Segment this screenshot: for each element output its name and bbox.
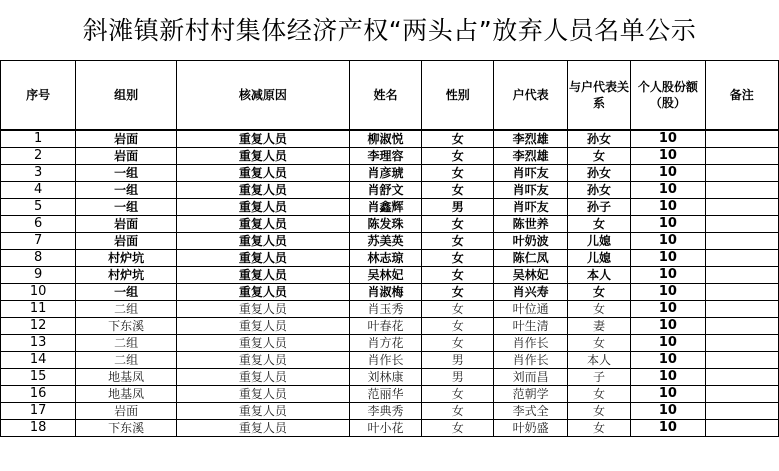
cell-note <box>705 165 778 182</box>
table-row <box>1 199 779 216</box>
cell-note <box>705 403 778 420</box>
cell-reason: 重复人员 <box>176 301 349 318</box>
cell-note <box>705 148 778 165</box>
cell-shares: 10 <box>631 130 705 148</box>
cell-household-rep: 叶奶波 <box>494 233 567 250</box>
cell-no: 13 <box>1 335 76 352</box>
table-row <box>1 216 779 233</box>
cell-gender: 女 <box>422 335 494 352</box>
cell-shares: 10 <box>631 369 705 386</box>
cell-name: 吴林妃 <box>349 267 421 284</box>
cell-note <box>705 301 778 318</box>
cell-shares: 10 <box>631 267 705 284</box>
cell-name: 肖淑梅 <box>349 284 421 301</box>
cell-reason: 重复人员 <box>176 420 349 437</box>
table-row <box>1 352 779 369</box>
cell-name: 刘林康 <box>349 369 421 386</box>
cell-relation: 女 <box>567 386 630 403</box>
cell-gender: 女 <box>422 148 494 165</box>
cell-name: 林志琼 <box>349 250 421 267</box>
header-relation: 与户代表关系 <box>567 61 630 131</box>
table-row <box>1 403 779 420</box>
cell-relation: 孙子 <box>567 199 630 216</box>
table-row <box>1 301 779 318</box>
cell-reason: 重复人员 <box>176 369 349 386</box>
cell-reason: 重复人员 <box>176 148 349 165</box>
cell-no: 8 <box>1 250 76 267</box>
cell-note <box>705 199 778 216</box>
cell-group: 下东溪 <box>76 318 177 335</box>
cell-group: 地基凤 <box>76 386 177 403</box>
cell-household-rep: 肖作长 <box>494 352 567 369</box>
cell-group: 岩面 <box>76 403 177 420</box>
cell-household-rep: 范朝学 <box>494 386 567 403</box>
cell-note <box>705 250 778 267</box>
cell-shares: 10 <box>631 165 705 182</box>
cell-reason: 重复人员 <box>176 284 349 301</box>
cell-reason: 重复人员 <box>176 233 349 250</box>
cell-relation: 儿媳 <box>567 250 630 267</box>
cell-note <box>705 318 778 335</box>
cell-reason: 重复人员 <box>176 216 349 233</box>
cell-no: 7 <box>1 233 76 250</box>
cell-no: 5 <box>1 199 76 216</box>
cell-relation: 孙女 <box>567 165 630 182</box>
cell-gender: 女 <box>422 284 494 301</box>
cell-no: 12 <box>1 318 76 335</box>
cell-group: 二组 <box>76 335 177 352</box>
cell-group: 一组 <box>76 199 177 216</box>
cell-name: 李理容 <box>349 148 421 165</box>
roster-table <box>0 60 779 437</box>
cell-household-rep: 肖吓友 <box>494 182 567 199</box>
cell-relation: 女 <box>567 301 630 318</box>
cell-shares: 10 <box>631 335 705 352</box>
cell-group: 岩面 <box>76 130 177 148</box>
header-reason: 核减原因 <box>176 61 349 131</box>
cell-gender: 女 <box>422 403 494 420</box>
cell-group: 一组 <box>76 284 177 301</box>
cell-name: 肖鑫辉 <box>349 199 421 216</box>
cell-note <box>705 130 778 148</box>
cell-name: 肖方花 <box>349 335 421 352</box>
cell-household-rep: 肖吓友 <box>494 199 567 216</box>
cell-household-rep: 李式全 <box>494 403 567 420</box>
cell-gender: 女 <box>422 250 494 267</box>
cell-shares: 10 <box>631 403 705 420</box>
cell-shares: 10 <box>631 250 705 267</box>
cell-no: 9 <box>1 267 76 284</box>
cell-group: 岩面 <box>76 216 177 233</box>
cell-name: 肖舒文 <box>349 182 421 199</box>
cell-gender: 女 <box>422 216 494 233</box>
cell-household-rep: 肖吓友 <box>494 165 567 182</box>
cell-reason: 重复人员 <box>176 386 349 403</box>
cell-gender: 男 <box>422 199 494 216</box>
cell-no: 2 <box>1 148 76 165</box>
table-row <box>1 284 779 301</box>
cell-name: 范丽华 <box>349 386 421 403</box>
cell-relation: 孙女 <box>567 130 630 148</box>
cell-group: 村炉坑 <box>76 250 177 267</box>
cell-household-rep: 李烈雄 <box>494 130 567 148</box>
cell-name: 陈发珠 <box>349 216 421 233</box>
page-title: 斜滩镇新村村集体经济产权“两头占”放弃人员名单公示 <box>82 16 697 45</box>
cell-name: 李典秀 <box>349 403 421 420</box>
cell-group: 地基凤 <box>76 369 177 386</box>
cell-group: 岩面 <box>76 148 177 165</box>
cell-reason: 重复人员 <box>176 403 349 420</box>
cell-name: 叶春花 <box>349 318 421 335</box>
cell-shares: 10 <box>631 301 705 318</box>
table-row <box>1 267 779 284</box>
cell-shares: 10 <box>631 148 705 165</box>
table-row <box>1 386 779 403</box>
cell-household-rep: 叶位通 <box>494 301 567 318</box>
cell-note <box>705 335 778 352</box>
table-row <box>1 250 779 267</box>
cell-shares: 10 <box>631 284 705 301</box>
cell-gender: 女 <box>422 301 494 318</box>
table-row <box>1 182 779 199</box>
table-row <box>1 148 779 165</box>
table-row <box>1 318 779 335</box>
cell-no: 18 <box>1 420 76 437</box>
cell-note <box>705 216 778 233</box>
table-row <box>1 420 779 437</box>
cell-relation: 女 <box>567 335 630 352</box>
cell-note <box>705 233 778 250</box>
cell-household-rep: 陈世养 <box>494 216 567 233</box>
cell-household-rep: 吴林妃 <box>494 267 567 284</box>
cell-note <box>705 386 778 403</box>
cell-group: 岩面 <box>76 233 177 250</box>
cell-relation: 子 <box>567 369 630 386</box>
cell-gender: 女 <box>422 420 494 437</box>
cell-shares: 10 <box>631 420 705 437</box>
cell-household-rep: 叶奶盛 <box>494 420 567 437</box>
cell-gender: 女 <box>422 130 494 148</box>
table-row <box>1 233 779 250</box>
table-header-row <box>1 61 779 131</box>
cell-group: 一组 <box>76 165 177 182</box>
table-row <box>1 165 779 182</box>
cell-reason: 重复人员 <box>176 130 349 148</box>
cell-shares: 10 <box>631 182 705 199</box>
cell-note <box>705 284 778 301</box>
cell-gender: 女 <box>422 318 494 335</box>
cell-name: 肖玉秀 <box>349 301 421 318</box>
cell-no: 17 <box>1 403 76 420</box>
header-group: 组别 <box>76 61 177 131</box>
cell-relation: 女 <box>567 403 630 420</box>
cell-name: 苏美英 <box>349 233 421 250</box>
cell-reason: 重复人员 <box>176 199 349 216</box>
cell-household-rep: 叶生清 <box>494 318 567 335</box>
header-note: 备注 <box>705 61 778 131</box>
cell-gender: 男 <box>422 352 494 369</box>
cell-household-rep: 肖兴寿 <box>494 284 567 301</box>
table-row <box>1 130 779 148</box>
table-row <box>1 335 779 352</box>
cell-group: 下东溪 <box>76 420 177 437</box>
cell-group: 二组 <box>76 301 177 318</box>
cell-household-rep: 李烈雄 <box>494 148 567 165</box>
header-shares: 个人股份额（股） <box>631 61 705 131</box>
cell-gender: 女 <box>422 386 494 403</box>
cell-note <box>705 267 778 284</box>
cell-gender: 女 <box>422 233 494 250</box>
cell-no: 14 <box>1 352 76 369</box>
cell-reason: 重复人员 <box>176 318 349 335</box>
cell-no: 10 <box>1 284 76 301</box>
table-row <box>1 369 779 386</box>
cell-no: 6 <box>1 216 76 233</box>
cell-shares: 10 <box>631 199 705 216</box>
cell-note <box>705 369 778 386</box>
cell-shares: 10 <box>631 318 705 335</box>
cell-no: 16 <box>1 386 76 403</box>
cell-name: 叶小花 <box>349 420 421 437</box>
cell-reason: 重复人员 <box>176 250 349 267</box>
cell-gender: 女 <box>422 165 494 182</box>
header-gender: 性别 <box>422 61 494 131</box>
cell-reason: 重复人员 <box>176 165 349 182</box>
cell-relation: 妻 <box>567 318 630 335</box>
cell-group: 一组 <box>76 182 177 199</box>
cell-shares: 10 <box>631 352 705 369</box>
cell-relation: 儿媳 <box>567 233 630 250</box>
cell-name: 肖作长 <box>349 352 421 369</box>
cell-relation: 本人 <box>567 267 630 284</box>
cell-gender: 女 <box>422 182 494 199</box>
cell-reason: 重复人员 <box>176 182 349 199</box>
cell-shares: 10 <box>631 386 705 403</box>
cell-household-rep: 刘而昌 <box>494 369 567 386</box>
cell-household-rep: 陈仁凤 <box>494 250 567 267</box>
cell-group: 村炉坑 <box>76 267 177 284</box>
cell-gender: 男 <box>422 369 494 386</box>
cell-reason: 重复人员 <box>176 352 349 369</box>
cell-group: 二组 <box>76 352 177 369</box>
cell-relation: 女 <box>567 148 630 165</box>
header-household-rep: 户代表 <box>494 61 567 131</box>
cell-household-rep: 肖作长 <box>494 335 567 352</box>
header-no: 序号 <box>1 61 76 131</box>
cell-note <box>705 420 778 437</box>
cell-shares: 10 <box>631 233 705 250</box>
cell-reason: 重复人员 <box>176 267 349 284</box>
header-name: 姓名 <box>349 61 421 131</box>
cell-name: 肖彦琥 <box>349 165 421 182</box>
cell-relation: 孙女 <box>567 182 630 199</box>
cell-name: 柳淑悦 <box>349 130 421 148</box>
cell-relation: 女 <box>567 284 630 301</box>
cell-note <box>705 182 778 199</box>
cell-no: 1 <box>1 130 76 148</box>
cell-gender: 女 <box>422 267 494 284</box>
cell-no: 15 <box>1 369 76 386</box>
cell-no: 3 <box>1 165 76 182</box>
cell-relation: 本人 <box>567 352 630 369</box>
cell-no: 11 <box>1 301 76 318</box>
cell-shares: 10 <box>631 216 705 233</box>
cell-relation: 女 <box>567 420 630 437</box>
cell-no: 4 <box>1 182 76 199</box>
cell-note <box>705 352 778 369</box>
cell-reason: 重复人员 <box>176 335 349 352</box>
cell-relation: 女 <box>567 216 630 233</box>
